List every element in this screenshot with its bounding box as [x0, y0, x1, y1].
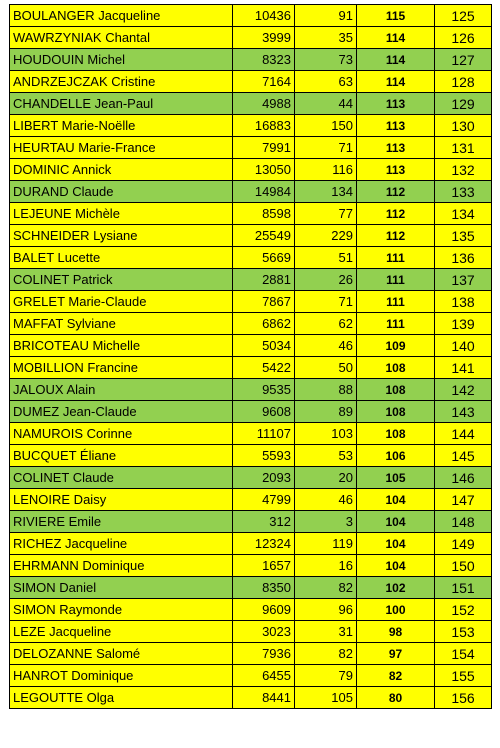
- rank-cell: 132: [435, 159, 492, 181]
- rank-cell: 144: [435, 423, 492, 445]
- table-row: [10, 577, 492, 599]
- table-row: [10, 445, 492, 467]
- rank-cell: 128: [435, 71, 492, 93]
- rank-cell: 125: [435, 5, 492, 27]
- rank-cell: 154: [435, 643, 492, 665]
- value-b-cell: 229: [295, 225, 357, 247]
- table-row: [10, 489, 492, 511]
- value-b-cell: 88: [295, 379, 357, 401]
- value-a-cell: 8350: [233, 577, 295, 599]
- value-a-cell: 7936: [233, 643, 295, 665]
- table-row: [10, 555, 492, 577]
- value-a-cell: 3023: [233, 621, 295, 643]
- rank-cell: 147: [435, 489, 492, 511]
- score-cell: 108: [357, 379, 435, 401]
- value-a-cell: 8323: [233, 49, 295, 71]
- table-row: [10, 225, 492, 247]
- table-row: [10, 291, 492, 313]
- name-cell: JALOUX Alain: [10, 379, 233, 401]
- value-a-cell: 16883: [233, 115, 295, 137]
- table-row: [10, 159, 492, 181]
- score-cell: 111: [357, 247, 435, 269]
- rank-cell: 149: [435, 533, 492, 555]
- score-cell: 111: [357, 269, 435, 291]
- score-cell: 108: [357, 401, 435, 423]
- name-cell: LEZE Jacqueline: [10, 621, 233, 643]
- name-cell: BOULANGER Jacqueline: [10, 5, 233, 27]
- name-cell: RICHEZ Jacqueline: [10, 533, 233, 555]
- value-b-cell: 82: [295, 643, 357, 665]
- value-a-cell: 9609: [233, 599, 295, 621]
- rank-cell: 150: [435, 555, 492, 577]
- table-row: [10, 643, 492, 665]
- value-a-cell: 2093: [233, 467, 295, 489]
- value-b-cell: 119: [295, 533, 357, 555]
- score-cell: 109: [357, 335, 435, 357]
- name-cell: RIVIERE Emile: [10, 511, 233, 533]
- value-b-cell: 46: [295, 335, 357, 357]
- table-row: [10, 467, 492, 489]
- value-a-cell: 7867: [233, 291, 295, 313]
- table-row: [10, 665, 492, 687]
- rank-cell: 135: [435, 225, 492, 247]
- rank-cell: 145: [435, 445, 492, 467]
- name-cell: EHRMANN Dominique: [10, 555, 233, 577]
- name-cell: SCHNEIDER Lysiane: [10, 225, 233, 247]
- name-cell: GRELET Marie-Claude: [10, 291, 233, 313]
- value-a-cell: 5593: [233, 445, 295, 467]
- score-cell: 114: [357, 49, 435, 71]
- value-b-cell: 77: [295, 203, 357, 225]
- table-row: [10, 71, 492, 93]
- rank-cell: 138: [435, 291, 492, 313]
- score-cell: 104: [357, 533, 435, 555]
- name-cell: SIMON Daniel: [10, 577, 233, 599]
- table-row: [10, 93, 492, 115]
- value-b-cell: 53: [295, 445, 357, 467]
- value-a-cell: 3999: [233, 27, 295, 49]
- name-cell: NAMUROIS Corinne: [10, 423, 233, 445]
- name-cell: BALET Lucette: [10, 247, 233, 269]
- value-a-cell: 5034: [233, 335, 295, 357]
- name-cell: LEJEUNE Michèle: [10, 203, 233, 225]
- score-cell: 112: [357, 203, 435, 225]
- table-row: [10, 247, 492, 269]
- table-row: [10, 401, 492, 423]
- rank-cell: 148: [435, 511, 492, 533]
- name-cell: HEURTAU Marie-France: [10, 137, 233, 159]
- value-a-cell: 8441: [233, 687, 295, 709]
- value-b-cell: 105: [295, 687, 357, 709]
- value-b-cell: 91: [295, 5, 357, 27]
- name-cell: MOBILLION Francine: [10, 357, 233, 379]
- rank-cell: 142: [435, 379, 492, 401]
- value-b-cell: 26: [295, 269, 357, 291]
- value-b-cell: 46: [295, 489, 357, 511]
- name-cell: DUMEZ Jean-Claude: [10, 401, 233, 423]
- table-row: [10, 533, 492, 555]
- score-cell: 104: [357, 489, 435, 511]
- name-cell: MAFFAT Sylviane: [10, 313, 233, 335]
- value-b-cell: 44: [295, 93, 357, 115]
- value-b-cell: 63: [295, 71, 357, 93]
- table-row: [10, 687, 492, 709]
- name-cell: DURAND Claude: [10, 181, 233, 203]
- value-b-cell: 116: [295, 159, 357, 181]
- score-cell: 111: [357, 291, 435, 313]
- ranking-table-container: [9, 4, 491, 709]
- name-cell: DOMINIC Annick: [10, 159, 233, 181]
- rank-cell: 133: [435, 181, 492, 203]
- table-row: [10, 269, 492, 291]
- name-cell: BRICOTEAU Michelle: [10, 335, 233, 357]
- score-cell: 82: [357, 665, 435, 687]
- name-cell: CHANDELLE Jean-Paul: [10, 93, 233, 115]
- rank-cell: 129: [435, 93, 492, 115]
- value-b-cell: 35: [295, 27, 357, 49]
- rank-cell: 140: [435, 335, 492, 357]
- rank-cell: 134: [435, 203, 492, 225]
- table-row: [10, 621, 492, 643]
- rank-cell: 143: [435, 401, 492, 423]
- name-cell: SIMON Raymonde: [10, 599, 233, 621]
- rank-cell: 131: [435, 137, 492, 159]
- rank-cell: 156: [435, 687, 492, 709]
- name-cell: LIBERT Marie-Noëlle: [10, 115, 233, 137]
- value-b-cell: 20: [295, 467, 357, 489]
- score-cell: 104: [357, 511, 435, 533]
- table-row: [10, 181, 492, 203]
- value-a-cell: 5422: [233, 357, 295, 379]
- name-cell: HANROT Dominique: [10, 665, 233, 687]
- ranking-table-body: [10, 5, 492, 709]
- rank-cell: 139: [435, 313, 492, 335]
- value-b-cell: 103: [295, 423, 357, 445]
- score-cell: 111: [357, 313, 435, 335]
- name-cell: COLINET Claude: [10, 467, 233, 489]
- table-row: [10, 357, 492, 379]
- value-b-cell: 3: [295, 511, 357, 533]
- table-row: [10, 335, 492, 357]
- value-b-cell: 16: [295, 555, 357, 577]
- score-cell: 113: [357, 93, 435, 115]
- name-cell: BUCQUET Éliane: [10, 445, 233, 467]
- name-cell: COLINET Patrick: [10, 269, 233, 291]
- rank-cell: 151: [435, 577, 492, 599]
- rank-cell: 130: [435, 115, 492, 137]
- score-cell: 114: [357, 27, 435, 49]
- score-cell: 105: [357, 467, 435, 489]
- value-b-cell: 134: [295, 181, 357, 203]
- value-b-cell: 82: [295, 577, 357, 599]
- rank-cell: 155: [435, 665, 492, 687]
- name-cell: LEGOUTTE Olga: [10, 687, 233, 709]
- value-b-cell: 96: [295, 599, 357, 621]
- rank-cell: 137: [435, 269, 492, 291]
- value-b-cell: 71: [295, 291, 357, 313]
- score-cell: 115: [357, 5, 435, 27]
- table-row: [10, 5, 492, 27]
- value-a-cell: 14984: [233, 181, 295, 203]
- score-cell: 106: [357, 445, 435, 467]
- rank-cell: 136: [435, 247, 492, 269]
- name-cell: ANDRZEJCZAK Cristine: [10, 71, 233, 93]
- value-a-cell: 2881: [233, 269, 295, 291]
- value-b-cell: 71: [295, 137, 357, 159]
- score-cell: 100: [357, 599, 435, 621]
- table-row: [10, 313, 492, 335]
- score-cell: 102: [357, 577, 435, 599]
- table-row: [10, 27, 492, 49]
- score-cell: 104: [357, 555, 435, 577]
- value-b-cell: 73: [295, 49, 357, 71]
- value-b-cell: 31: [295, 621, 357, 643]
- rank-cell: 146: [435, 467, 492, 489]
- value-a-cell: 7991: [233, 137, 295, 159]
- table-row: [10, 137, 492, 159]
- value-b-cell: 50: [295, 357, 357, 379]
- score-cell: 113: [357, 115, 435, 137]
- value-b-cell: 89: [295, 401, 357, 423]
- rank-cell: 152: [435, 599, 492, 621]
- value-a-cell: 312: [233, 511, 295, 533]
- value-a-cell: 6862: [233, 313, 295, 335]
- value-a-cell: 12324: [233, 533, 295, 555]
- value-a-cell: 1657: [233, 555, 295, 577]
- rank-cell: 126: [435, 27, 492, 49]
- table-row: [10, 599, 492, 621]
- score-cell: 113: [357, 159, 435, 181]
- value-a-cell: 4988: [233, 93, 295, 115]
- score-cell: 113: [357, 137, 435, 159]
- table-row: [10, 423, 492, 445]
- score-cell: 114: [357, 71, 435, 93]
- name-cell: DELOZANNE Salomé: [10, 643, 233, 665]
- score-cell: 98: [357, 621, 435, 643]
- score-cell: 112: [357, 181, 435, 203]
- value-b-cell: 51: [295, 247, 357, 269]
- value-a-cell: 4799: [233, 489, 295, 511]
- value-a-cell: 10436: [233, 5, 295, 27]
- rank-cell: 127: [435, 49, 492, 71]
- table-row: [10, 379, 492, 401]
- name-cell: LENOIRE Daisy: [10, 489, 233, 511]
- table-row: [10, 511, 492, 533]
- value-a-cell: 9535: [233, 379, 295, 401]
- value-b-cell: 150: [295, 115, 357, 137]
- rank-cell: 141: [435, 357, 492, 379]
- score-cell: 112: [357, 225, 435, 247]
- value-a-cell: 9608: [233, 401, 295, 423]
- score-cell: 108: [357, 423, 435, 445]
- value-a-cell: 11107: [233, 423, 295, 445]
- value-a-cell: 13050: [233, 159, 295, 181]
- value-a-cell: 6455: [233, 665, 295, 687]
- score-cell: 80: [357, 687, 435, 709]
- name-cell: HOUDOUIN Michel: [10, 49, 233, 71]
- score-cell: 97: [357, 643, 435, 665]
- name-cell: WAWRZYNIAK Chantal: [10, 27, 233, 49]
- value-a-cell: 7164: [233, 71, 295, 93]
- rank-cell: 153: [435, 621, 492, 643]
- value-b-cell: 62: [295, 313, 357, 335]
- score-cell: 108: [357, 357, 435, 379]
- table-row: [10, 203, 492, 225]
- value-b-cell: 79: [295, 665, 357, 687]
- value-a-cell: 8598: [233, 203, 295, 225]
- table-row: [10, 49, 492, 71]
- value-a-cell: 25549: [233, 225, 295, 247]
- value-a-cell: 5669: [233, 247, 295, 269]
- table-row: [10, 115, 492, 137]
- ranking-table: [9, 4, 492, 709]
